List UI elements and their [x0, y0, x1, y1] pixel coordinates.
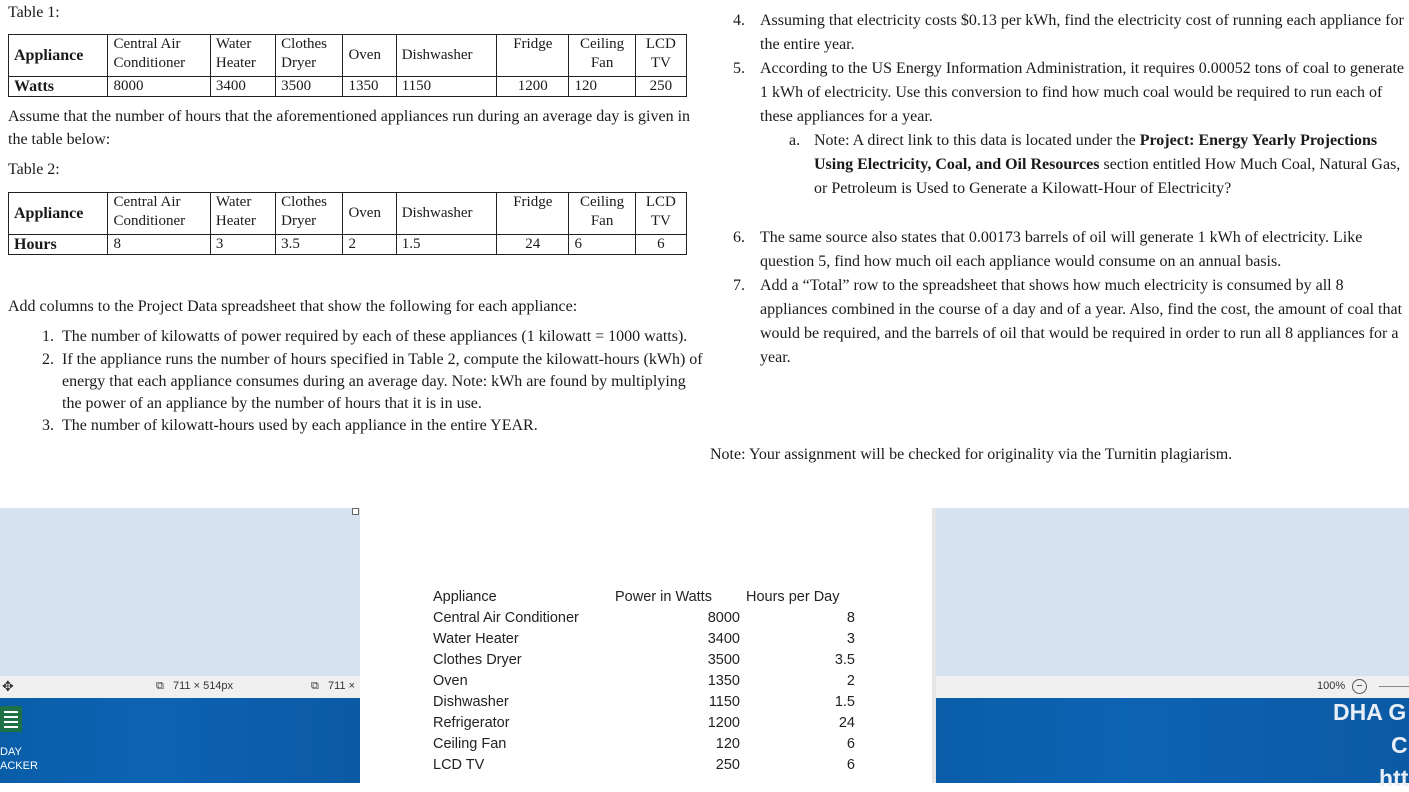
desktop-label-right-2: C [1391, 732, 1408, 758]
sheet-cell-hours: 6 [846, 757, 855, 773]
table2-cell: 2 [343, 235, 396, 255]
table2-cell: 1.5 [396, 235, 496, 255]
sheet-cell-appliance: Central Air Conditioner [433, 610, 579, 626]
desktop-area-right [936, 698, 1409, 791]
zoom-level: 100% [1317, 680, 1346, 692]
sheet-cell-hours: 1.5 [834, 694, 855, 710]
desktop-label-right: DHA G [1333, 699, 1407, 725]
question-list-4-5 [705, 9, 1405, 129]
canvas-size-icon: ⧉ [311, 680, 319, 692]
sheet-cell-appliance: Refrigerator [433, 715, 510, 731]
table1-col-clothes-dryer: Clothes Dryer [276, 35, 343, 77]
table2-cell: 6 [569, 235, 635, 255]
question-list-6-7 [705, 226, 1405, 370]
table2-col-dishwasher: Dishwasher [396, 193, 496, 235]
sheet-cell-watts: 1150 [708, 694, 740, 710]
desktop-label-right-3: htt [1379, 765, 1409, 791]
list-item: 6. The same source also states that 0.00173 barrels of oil will generate 1 kWh of electricity. Like question 5, find how much oil each appliance would consume on an annual basis. [733, 229, 1363, 270]
zoom-slider[interactable] [1379, 686, 1409, 687]
table1-watts [8, 34, 687, 97]
table1-col-ceiling-fan: Ceiling Fan [569, 35, 635, 77]
table1-col-lcd-tv: LCD TV [635, 35, 686, 77]
table1-col-ac: Central Air Conditioner [108, 35, 210, 77]
table1-cell: 120 [569, 77, 635, 97]
table1-cell: 250 [635, 77, 686, 97]
zoom-status-bar [936, 676, 1409, 698]
move-cursor-icon: ✥ [2, 678, 14, 694]
table2-header-appliance: Appliance [9, 193, 108, 235]
sheet-cell-hours: 8 [846, 610, 855, 626]
assume-paragraph: Assume that the number of hours that the aforementioned appliances run during an average day is given in the table below: [8, 108, 691, 148]
desktop-shortcut-label[interactable]: DAY ACKER [0, 746, 38, 772]
sheet-cell-hours: 6 [846, 736, 855, 752]
screenshot-collage [0, 508, 1409, 791]
list-item: 7. Add a “Total” row to the spreadsheet that shows how much electricity is consumed by all 8 appliances combined in the course of a day and of a year. Also, find the cost, the amount of coal that would be required, and the barrels of oil that would be required in order to run all 8 appliances for a year. [733, 277, 1403, 366]
sheet-cell-watts: 3400 [707, 631, 740, 647]
canvas-size-label: 711 × [328, 680, 356, 692]
list-item: 2. If the appliance runs the number of hours specified in Table 2, compute the kilowatt-hours (kWh) of energy that each appliance consumes during an average day. Note: kWh are found by multiplying the power of an appliance by the number of hours that it is in use. [42, 351, 703, 412]
table2-col-water-heater: Water Heater [210, 193, 275, 235]
list-item: 4. Assuming that electricity costs $0.13 per kWh, find the electricity cost of running each appliance for the entire year. [733, 12, 1404, 53]
table2-cell: 6 [635, 235, 686, 255]
table2-col-oven: Oven [343, 193, 396, 235]
sheet-cell-hours: 3 [846, 631, 855, 647]
table1-cell: 1150 [396, 77, 496, 97]
excel-icon[interactable] [0, 706, 22, 732]
table1-cell: 1350 [343, 77, 396, 97]
desktop-area-left [0, 698, 360, 783]
list-item: 5. According to the US Energy Information Administration, it requires 0.00052 tons of coal to generate 1 kWh of electricity. Use this conversion to find how much coal would be required to run each of these appliances for a year. [733, 60, 1405, 125]
table1-cell: 8000 [108, 77, 210, 97]
table2-col-clothes-dryer: Clothes Dryer [276, 193, 343, 235]
selection-size-icon: ⧉ [156, 680, 164, 692]
sheet-cell-watts: 250 [715, 757, 740, 773]
sheet-cell-appliance: Oven [433, 673, 468, 689]
table2-cell: 24 [497, 235, 569, 255]
editor-status-bar [0, 676, 360, 698]
sheet-header-hours: Hours per Day [746, 589, 840, 605]
table1-caption: Table 1: [8, 4, 60, 21]
assignment-document-right [705, 0, 1409, 510]
zoom-out-icon[interactable]: − [1352, 679, 1367, 694]
sheet-cell-hours: 2 [846, 673, 855, 689]
assignment-document-left [0, 0, 705, 510]
resize-handle[interactable] [352, 508, 359, 515]
table1-cell: 3400 [210, 77, 275, 97]
table1-watts-label: Watts [9, 77, 108, 97]
table2-hours [8, 192, 687, 255]
table2-cell: 3.5 [276, 235, 343, 255]
sheet-header-appliance: Appliance [433, 589, 497, 605]
table2-col-lcd-tv: LCD TV [635, 193, 686, 235]
sheet-cell-appliance: Clothes Dryer [433, 652, 522, 668]
table1-col-water-heater: Water Heater [210, 35, 275, 77]
table1-col-dishwasher: Dishwasher [396, 35, 496, 77]
add-columns-paragraph: Add columns to the Project Data spreadsheet that show the following for each appliance: [8, 298, 578, 315]
table1-cell: 3500 [276, 77, 343, 97]
sheet-cell-hours: 3.5 [834, 652, 855, 668]
table1-col-fridge: Fridge [497, 35, 569, 77]
list-item: 1. The number of kilowatts of power required by each of these appliances (1 kilowatt = 1000 watts). [42, 328, 688, 345]
table2-caption: Table 2: [8, 161, 60, 178]
sheet-cell-appliance: Ceiling Fan [433, 736, 507, 752]
spreadsheet-data [433, 587, 863, 783]
sheet-header-watts: Power in Watts [615, 589, 712, 605]
sheet-cell-watts: 1350 [707, 673, 740, 689]
sheet-cell-watts: 8000 [707, 610, 740, 626]
image-size-label: 711 × 514px [173, 680, 234, 692]
table2-cell: 3 [210, 235, 275, 255]
table2-col-ac: Central Air Conditioner [108, 193, 210, 235]
originality-note: Note: Your assignment will be checked for originality via the Turnitin plagiarism. [710, 446, 1233, 463]
sheet-cell-hours: 24 [838, 715, 855, 731]
table2-hours-label: Hours [9, 235, 108, 255]
editor-canvas-left [0, 508, 360, 676]
sheet-cell-watts: 1200 [707, 715, 740, 731]
table2-col-ceiling-fan: Ceiling Fan [569, 193, 635, 235]
sheet-cell-appliance: LCD TV [433, 757, 485, 773]
table1-header-appliance: Appliance [9, 35, 108, 77]
sheet-cell-watts: 120 [715, 736, 740, 752]
sub-note-a: a. Note: A direct link to this data is located under the Project: Energy Yearly Projections Using Electricity, Coal, and Oil Resources section entitled How Much Coal, Natural Gas, or Petroleum is Used to Generate a Kilowatt-Hour of Electricity? [789, 132, 1401, 197]
sheet-cell-watts: 3500 [707, 652, 740, 668]
table2-col-fridge: Fridge [497, 193, 569, 235]
sheet-cell-appliance: Dishwasher [433, 694, 509, 710]
editor-canvas-right [936, 508, 1409, 676]
list-item: 3. The number of kilowatt-hours used by each appliance in the entire YEAR. [42, 417, 538, 434]
table1-cell: 1200 [497, 77, 569, 97]
question-list-1-3 [8, 326, 708, 437]
table2-cell: 8 [108, 235, 210, 255]
sheet-cell-appliance: Water Heater [433, 631, 519, 647]
table1-col-oven: Oven [343, 35, 396, 77]
